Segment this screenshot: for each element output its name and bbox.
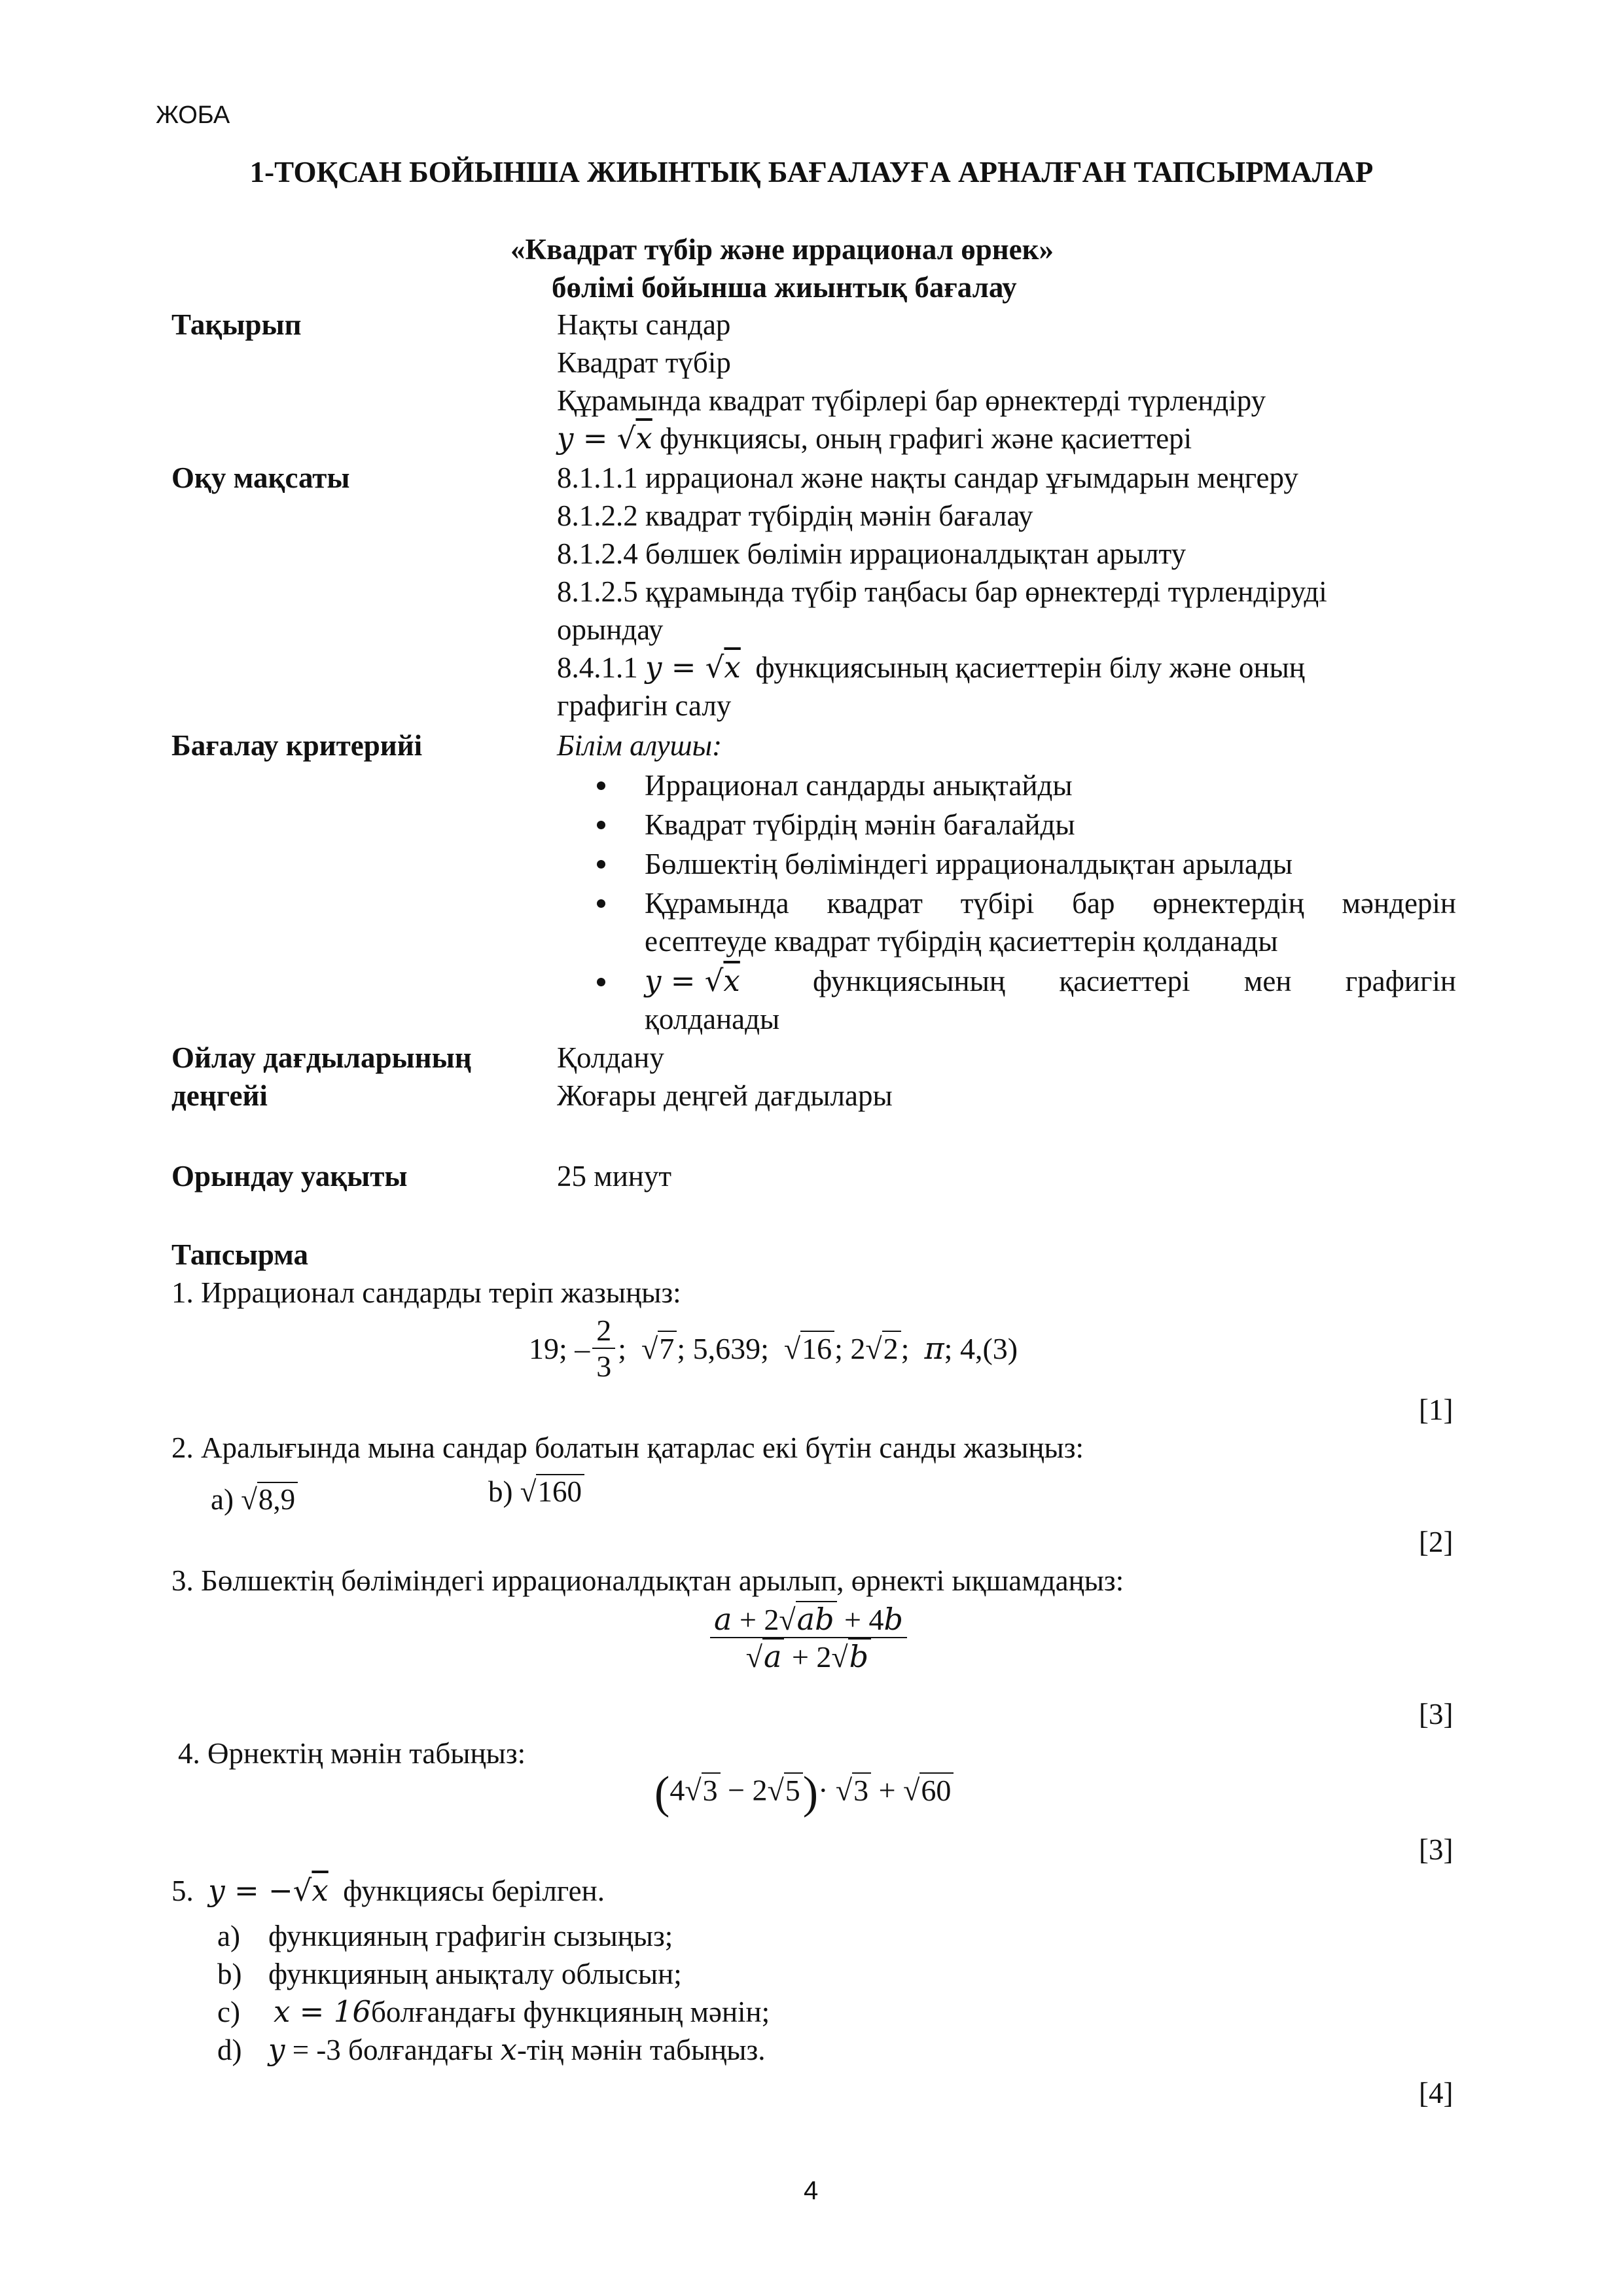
thinking-item: Жоғары деңгей дағдылары [557, 1079, 893, 1112]
task-5b-letter: b) [217, 1958, 242, 1990]
bullet-icon [597, 899, 605, 908]
task-5-text: 5. y = −√x функциясы берілген. [171, 1873, 605, 1908]
thinking-label-cont: деңгейі [171, 1079, 268, 1112]
bullet-icon [597, 821, 605, 829]
task-1-score: [1] [1419, 1393, 1454, 1426]
goal-item: 8.1.2.5 құрамында түбір таңбасы бар өрнектерді түрлендіруді [557, 575, 1327, 608]
draft-label: ЖОБА [156, 101, 230, 129]
task-5c: x = 16болғандағы функцияның мәнін; [274, 1994, 770, 2029]
section-title-line2: бөлімі бойынша жиынтық бағалау [552, 271, 1017, 304]
criteria-item: Құрамында квадрат түбірі бар өрнектердің мәндерін [645, 887, 1456, 920]
bullet-icon [597, 860, 605, 869]
thinking-label: Ойлау дағдыларының [171, 1041, 472, 1074]
criteria-item-cont: есептеуде квадрат түбірдің қасиеттерін қолданады [645, 925, 1278, 958]
goals-label: Оқу мақсаты [171, 461, 350, 494]
learner-label: Білім алушы: [557, 729, 722, 762]
bullet-icon [597, 978, 605, 986]
topic-item: Квадрат түбір [557, 346, 731, 379]
formula-y-sqrt-x: y = √x [645, 650, 741, 685]
criteria-item: функциясының қасиеттері мен графигін [813, 965, 1456, 997]
thinking-item: Қолдану [557, 1041, 664, 1074]
criteria-label: Бағалау критерийі [171, 729, 423, 762]
task-5d-letter: d) [217, 2034, 242, 2066]
time-label: Орындау уақыты [171, 1160, 408, 1193]
task-2-score: [2] [1419, 1526, 1454, 1558]
task-3-formula: $\frac{a + 2√ab + 4b}{√a + 2√b}$ [710, 1601, 907, 1674]
task-5d: y = -3 болғандағы x-тің мәнін табыңыз. [268, 2032, 766, 2067]
task-3-score: [3] [1419, 1698, 1454, 1731]
tasks-heading: Тапсырма [171, 1238, 309, 1271]
topic-item: Нақты сандар [557, 308, 731, 341]
task-2-text: 2. Аралығында мына сандар болатын қатарлас екі бүтін санды жазыңыз: [171, 1431, 1084, 1464]
formula-y-minus-sqrt-x: y = −√x [208, 1873, 329, 1908]
task-5c-letter: c) [217, 1996, 240, 2028]
formula-y-sqrt-x: y = √x [557, 421, 652, 456]
task-1-formula: 19; – $\frac{2}{3}$ ; √7; 5,639; √16; 2√2; π; 4,(3) [529, 1314, 1018, 1383]
goal-item: графигін салу [557, 689, 732, 722]
criteria-item-cont: қолданады [645, 1003, 780, 1035]
criteria-item: Бөлшектің бөліміндегі иррационалдықтан арылады [645, 848, 1293, 880]
task-5b: функцияның анықталу облысын; [268, 1958, 682, 1990]
task-5-score: [4] [1419, 2077, 1454, 2109]
goal-item-function: 8.4.1.1 y = √x функциясының қасиеттерін білу және оның [557, 650, 1305, 685]
topic-item: Құрамында квадрат түбірлері бар өрнектерді түрлендіру [557, 384, 1266, 417]
task-3-text: 3. Бөлшектің бөліміндегі иррационалдықтан арылып, өрнекті ықшамдаңыз: [171, 1564, 1124, 1597]
goal-item: 8.1.2.2 квадрат түбірдің мәнін бағалау [557, 499, 1033, 532]
task-5a: функцияның графигін сызыңыз; [268, 1920, 673, 1952]
criteria-formula [645, 962, 740, 1000]
task-2a: a) √8,9 [211, 1480, 298, 1518]
page-number: 4 [804, 2176, 819, 2205]
goal-item: орындау [557, 613, 664, 646]
task-1-text: 1. Иррационал сандарды теріп жазыңыз: [171, 1276, 681, 1309]
task-5a-letter: a) [217, 1920, 240, 1952]
section-title-line1: «Квадрат түбір және иррационал өрнек» [510, 233, 1054, 266]
goal-item: 8.1.2.4 бөлшек бөлімін иррационалдықтан арылту [557, 537, 1186, 570]
task-4-text: 4. Өрнектің мәнін табыңыз: [178, 1737, 526, 1770]
task-4-score: [3] [1419, 1833, 1454, 1866]
goal-item: 8.1.1.1 иррационал және нақты сандар ұғымдарын меңгеру [557, 461, 1298, 494]
task-2b: b) √160 [488, 1473, 584, 1511]
task-4-formula: (4√3 − 2√5)· √3 + √60 [654, 1767, 954, 1820]
page-title: 1-ТОҚСАН БОЙЫНША ЖИЫНТЫҚ БАҒАЛАУҒА АРНАЛҒАН ТАПСЫРМАЛАР [249, 156, 1374, 188]
criteria-item: Иррационал сандарды анықтайды [645, 769, 1073, 802]
topic-label: Тақырып [171, 308, 302, 341]
formula-y-sqrt-x: y = √x [645, 963, 740, 998]
time-value: 25 минут [557, 1160, 672, 1193]
topic-item-function: y = √x функциясы, оның графигі және қасиеттері [557, 421, 1192, 456]
criteria-item: Квадрат түбірдің мәнін бағалайды [645, 808, 1075, 841]
formula-x-equals-16: x = 16 [274, 1994, 371, 2029]
bullet-icon [597, 781, 605, 790]
